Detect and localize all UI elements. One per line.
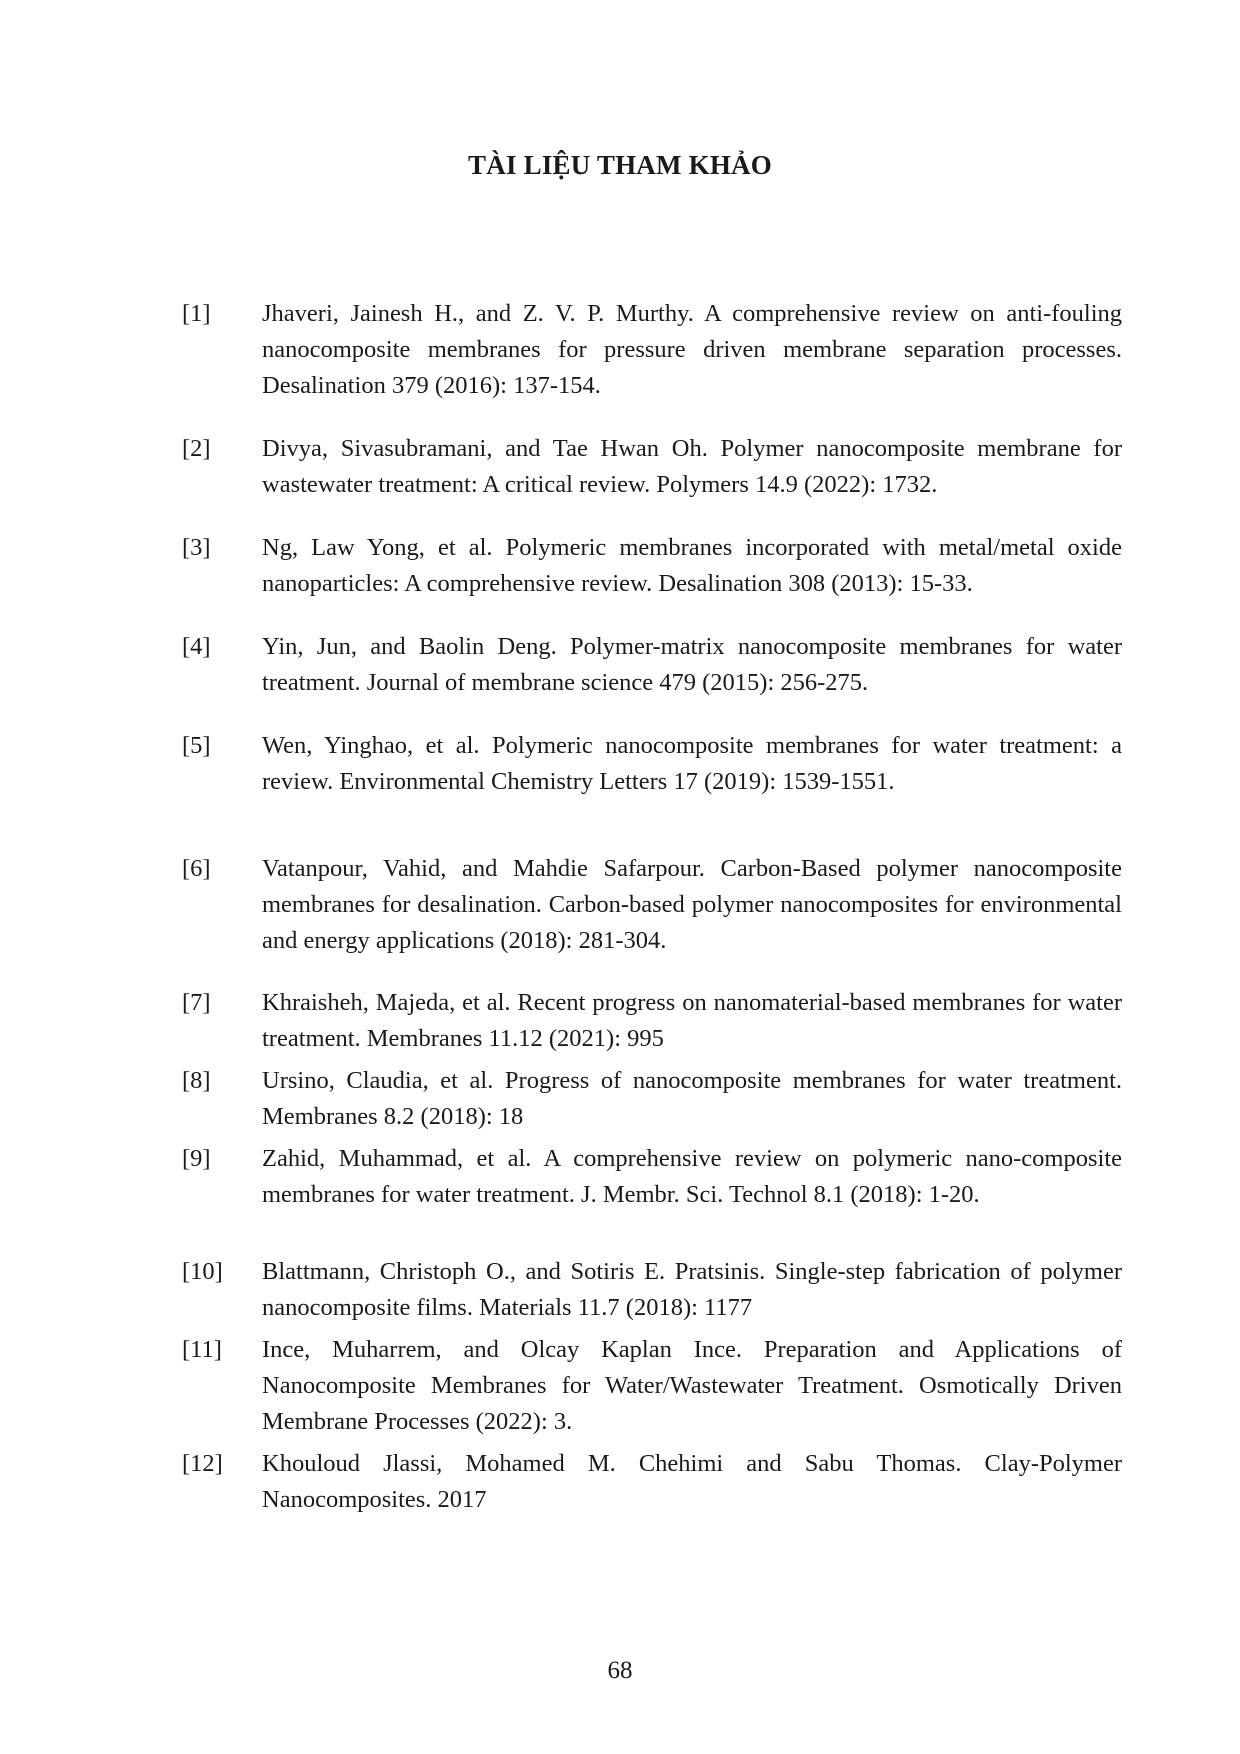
- reference-text: Zahid, Muhammad, et al. A comprehensive review on polymeric nano-composite membranes for water treatment. J. Membr. Sci. Technol 8.1 (2018): 1-20.: [262, 1145, 1122, 1208]
- page-title: TÀI LIỆU THAM KHẢO: [468, 150, 772, 180]
- reference-item-8: [182, 1063, 1122, 1135]
- reference-number: [7]: [182, 989, 211, 1016]
- reference-text: Divya, Sivasubramani, and Tae Hwan Oh. Polymer nanocomposite membrane for wastewater treatment: A critical review. Polymers 14.9 (2022): 1732.: [262, 435, 1122, 498]
- reference-text: Jhaveri, Jainesh H., and Z. V. P. Murthy. A comprehensive review on anti-fouling nanocomposite membranes for pressure driven membrane separation processes. Desalination 379 (2016): 137-154.: [262, 300, 1122, 399]
- reference-item-11: [182, 1332, 1122, 1440]
- reference-text: Khouloud Jlassi, Mohamed M. Chehimi and Sabu Thomas. Clay-Polymer Nanocomposites. 2017: [262, 1450, 1122, 1513]
- reference-item-1: [182, 296, 1122, 404]
- reference-number: [9]: [182, 1145, 211, 1172]
- reference-item-5: [182, 728, 1122, 800]
- reference-text: Khraisheh, Majeda, et al. Recent progress on nanomaterial-based membranes for water treatment. Membranes 11.12 (2021): 995: [262, 989, 1122, 1052]
- reference-item-6: [182, 851, 1122, 959]
- reference-item-3: [182, 530, 1122, 602]
- reference-text: Blattmann, Christoph O., and Sotiris E. Pratsinis. Single-step fabrication of polymer nanocomposite films. Materials 11.7 (2018): 1177: [262, 1258, 1122, 1321]
- reference-item-7: [182, 985, 1122, 1057]
- reference-number: [12]: [182, 1450, 223, 1477]
- reference-item-2: [182, 431, 1122, 503]
- reference-text: Vatanpour, Vahid, and Mahdie Safarpour. Carbon-Based polymer nanocomposite membranes for desalination. Carbon-based polymer nanocomposites for environmental and energy applications (2018): 281-304.: [262, 855, 1122, 954]
- reference-text: Yin, Jun, and Baolin Deng. Polymer-matrix nanocomposite membranes for water treatment. Journal of membrane science 479 (2015): 256-275.: [262, 633, 1122, 696]
- reference-text: Ng, Law Yong, et al. Polymeric membranes incorporated with metal/metal oxide nanoparticles: A comprehensive review. Desalination 308 (2013): 15-33.: [262, 534, 1122, 597]
- reference-number: [4]: [182, 633, 211, 660]
- reference-number: [11]: [182, 1336, 222, 1363]
- reference-number: [1]: [182, 300, 211, 327]
- reference-item-10: [182, 1254, 1122, 1326]
- reference-number: [3]: [182, 534, 211, 561]
- reference-item-12: [182, 1446, 1122, 1518]
- reference-text: Wen, Yinghao, et al. Polymeric nanocomposite membranes for water treatment: a review. Environmental Chemistry Letters 17 (2019): 1539-1551.: [262, 732, 1122, 795]
- reference-number: [6]: [182, 855, 211, 882]
- reference-number: [8]: [182, 1067, 211, 1094]
- reference-item-4: [182, 629, 1122, 701]
- reference-text: Ince, Muharrem, and Olcay Kaplan Ince. Preparation and Applications of Nanocomposite Membranes for Water/Wastewater Treatment. Osmotically Driven Membrane Processes (2022): 3.: [262, 1336, 1122, 1435]
- reference-number: [10]: [182, 1258, 223, 1285]
- page-number: 68: [607, 1657, 633, 1684]
- reference-item-9: [182, 1141, 1122, 1213]
- reference-number: [2]: [182, 435, 211, 462]
- reference-text: Ursino, Claudia, et al. Progress of nanocomposite membranes for water treatment. Membranes 8.2 (2018): 18: [262, 1067, 1122, 1130]
- reference-number: [5]: [182, 732, 211, 759]
